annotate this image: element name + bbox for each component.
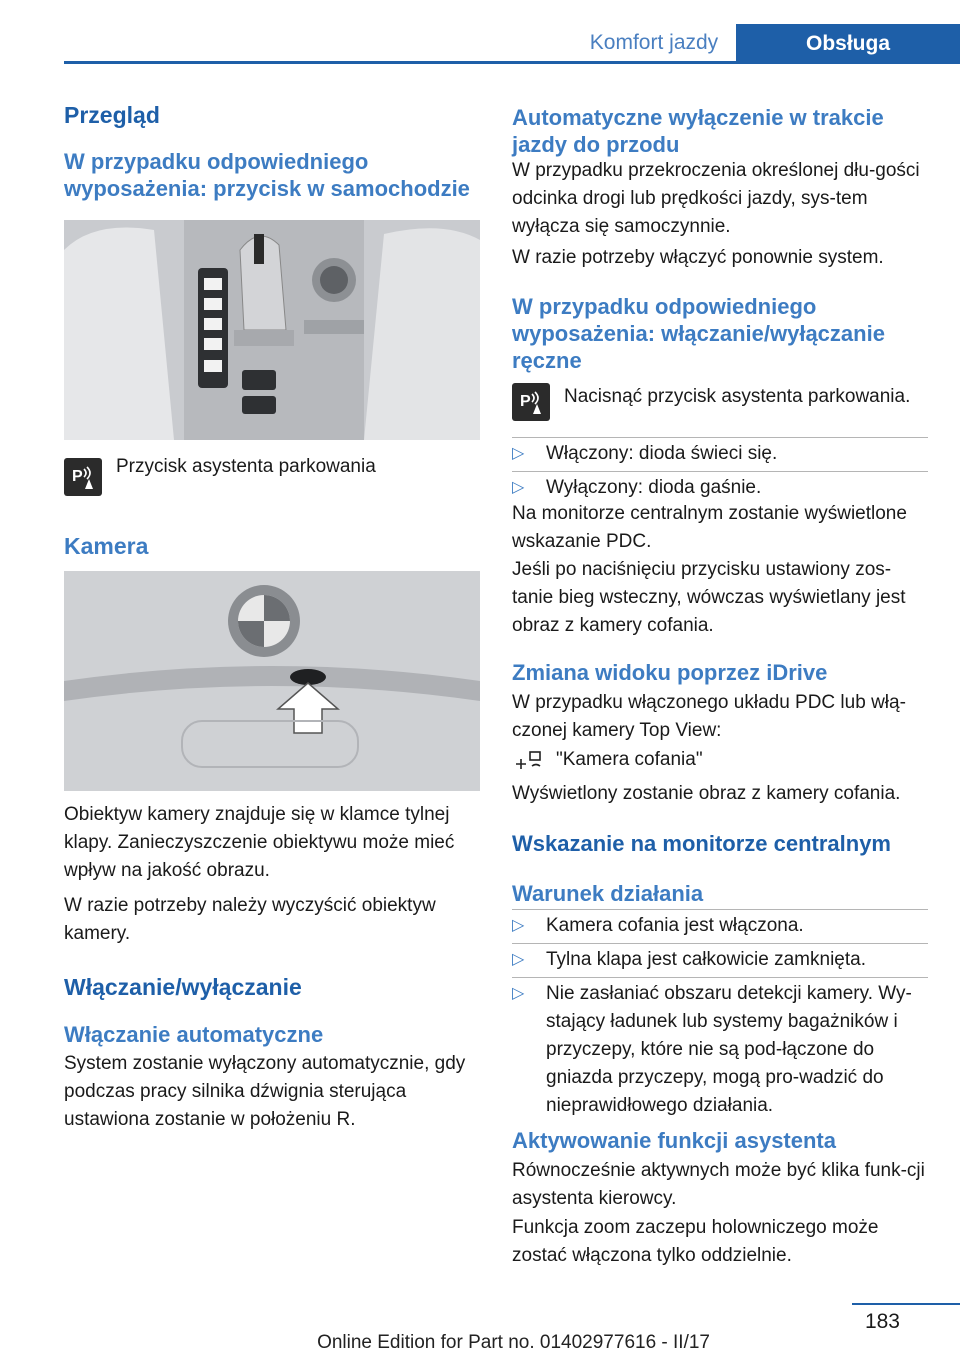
auto-off-paragraph-2: W razie potrzeby włączyć ponownie system. (512, 247, 884, 268)
header-chapter: Obsługa (736, 24, 960, 64)
park-assist-icon (64, 458, 102, 496)
auto-on-paragraph: System zostanie wyłączony automatycznie, gdy podczas pracy silnika dźwignia sterująca ustawiona zostanie w położeniu R. (64, 1053, 466, 1130)
triangle-right-icon: ▷ (512, 445, 525, 462)
assist-paragraph-2: Funkcja zoom zaczepu holowniczego może zostać włączona tylko oddzielnie. (512, 1217, 879, 1266)
triangle-right-icon: ▷ (512, 917, 525, 934)
footer-rule (852, 1303, 960, 1305)
manual-instruction-row (512, 383, 928, 421)
button-caption: Przycisk asystenta parkowania (116, 456, 376, 477)
manual-title: W przypadku odpowiedniego wyposażenia: włączanie/wyłączanie ręczne (512, 294, 885, 373)
header-rule (64, 61, 960, 64)
camera-text (64, 801, 480, 948)
svg-text:P: P (72, 468, 83, 485)
auto-on-title: Włączanie automatyczne (64, 1022, 324, 1047)
list-item: ▷ Włączony: dioda świeci się. (512, 437, 928, 468)
condition-bullets (512, 909, 928, 1120)
assist-title: Aktywowanie funkcji asystenta (512, 1128, 836, 1153)
manual-bullets (512, 437, 928, 502)
left-column (64, 100, 480, 202)
list-item: ▷ Kamera cofania jest włączona. (512, 909, 928, 940)
manual-paragraph-1: Na monitorze centralnym zostanie wyświetlone wskazanie PDC. (512, 503, 907, 552)
console-image (64, 220, 480, 440)
idrive-paragraph-2: Wyświetlony zostanie obraz z kamery cofania. (512, 783, 901, 804)
triangle-right-icon: ▷ (512, 951, 525, 968)
idrive-paragraph: W przypadku włączonego układu PDC lub włą‐czonej kamery Top View: (512, 692, 906, 741)
tailgate-image (64, 571, 480, 791)
park-assist-icon (512, 383, 550, 421)
assist-paragraph-1: Równocześnie aktywnych może być klika funk‐cji asystenta kierowcy. (512, 1160, 925, 1209)
triangle-right-icon: ▷ (512, 479, 525, 496)
page-number: 183 (864, 1310, 900, 1333)
onoff-title: Włączanie/wyłączanie (64, 974, 302, 1000)
overview-title: Przegląd (64, 102, 160, 128)
auto-off-title: Automatyczne wyłączenie w trakcie jazdy do przodu (512, 105, 884, 157)
condition-title: Warunek działania (512, 881, 704, 906)
camera-paragraph-2: W razie potrzeby należy wyczyścić obiektyw kamery. (64, 895, 436, 944)
triangle-right-icon: ▷ (512, 985, 525, 1002)
manual-instruction: Nacisnąć przycisk asystenta parkowania. (564, 386, 911, 407)
camera-paragraph-1: Obiektyw kamery znajduje się w klamce tylnej klapy. Zanieczyszczenie obiektywu może mieć wpływ na jakość obrazu. (64, 804, 455, 881)
rear-camera-icon (512, 746, 552, 774)
idrive-item: "Kamera cofania" (556, 749, 703, 770)
button-caption-row (64, 458, 480, 496)
auto-off-paragraph-1: W przypadku przekroczenia określonej dłu‐gości odcinka drogi lub prędkości jazdy, sys‐tem wyłącza się samoczynnie. (512, 160, 920, 237)
idrive-item-row (512, 746, 928, 774)
edition-note: Online Edition for Part no. 01402977616 - II/17 (317, 1332, 710, 1353)
manual-paragraph-2: Jeśli po naciśnięciu przycisku ustawiony zos‐tanie bieg wsteczny, wówczas wyświetlany jest obraz z kamery cofania. (512, 559, 906, 636)
list-item: ▷ Nie zasłaniać obszaru detekcji kamery. Wy‐stający ładunek lub systemy bagażników i przyczepy, które nie są pod‐łączone do gniazda przyczepy, mogą pro‐wadzić do nieprawidłowego działania. (512, 977, 928, 1120)
list-item: ▷ Wyłączony: dioda gaśnie. (512, 471, 928, 502)
idrive-title: Zmiana widoku poprzez iDrive (512, 660, 828, 685)
svg-text:P: P (520, 393, 531, 410)
camera-title: Kamera (64, 533, 149, 559)
list-item: ▷ Tylna klapa jest całkowicie zamknięta. (512, 943, 928, 974)
monitor-title: Wskazanie na monitorze centralnym (512, 831, 891, 856)
button-heading: W przypadku odpowiedniego wyposażenia: przycisk w samochodzie (64, 149, 470, 201)
header-section: Komfort jazdy (589, 31, 719, 54)
